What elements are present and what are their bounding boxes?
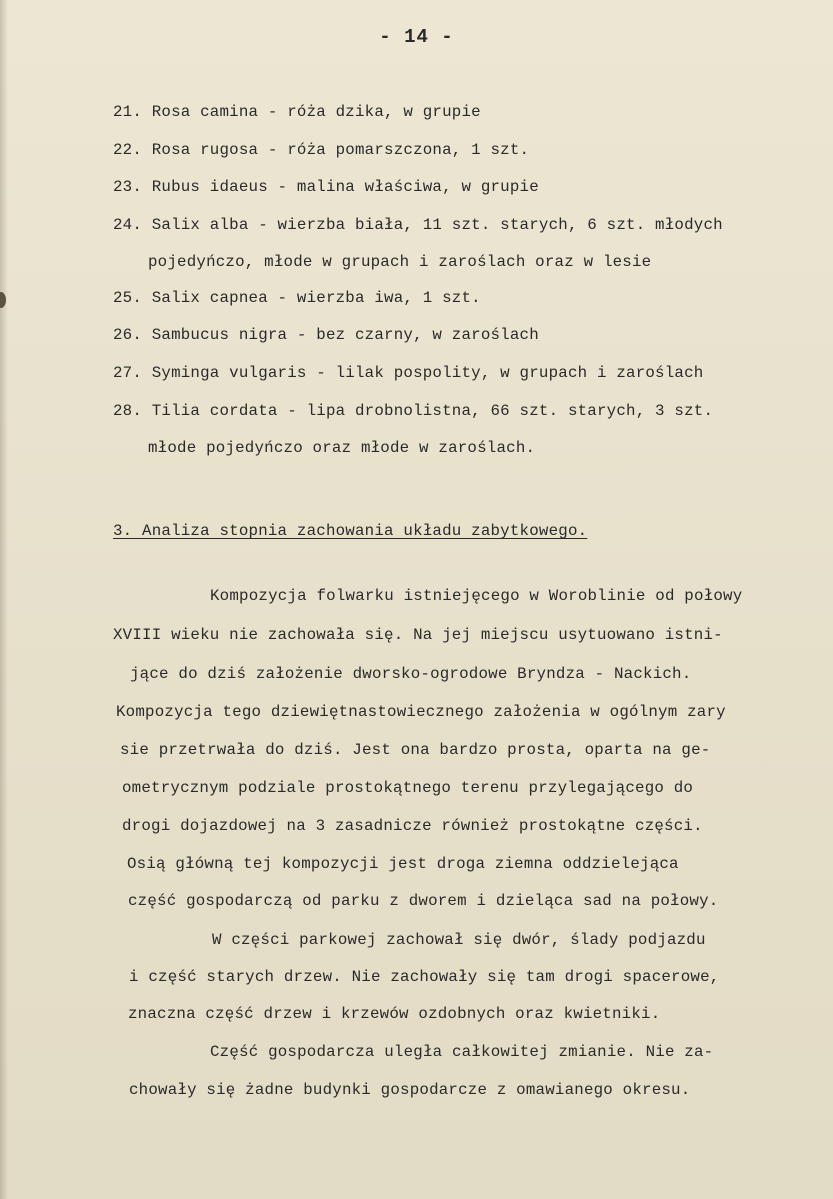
paragraph-line: Kompozycja tego dziewiętnastowiecznego założenia w ogólnym zary [116,703,726,721]
paragraph-line: jące do dziś założenie dworsko-ogrodowe Bryndza - Nackich. [130,665,692,683]
paragraph-line: i część starych drzew. Nie zachowały się tam drogi spacerowe, [129,968,720,986]
page-edge-shadow [0,0,8,1199]
paragraph-line: Osią główną tej kompozycji jest droga ziemna oddzielejąca [127,855,679,873]
list-item: 21. Rosa camina - róża dzika, w grupie [113,103,481,121]
list-item-continuation: młode pojedyńczo oraz młode w zaroślach. [148,439,536,457]
paragraph-line: znaczna część drzew i krzewów ozdobnych oraz kwietniki. [128,1005,661,1023]
list-item: 23. Rubus idaeus - malina właściwa, w grupie [113,178,539,196]
list-item: 24. Salix alba - wierzba biała, 11 szt. starych, 6 szt. młodych [113,216,723,234]
page-number: - 14 - [379,26,454,48]
paragraph-line: Kompozycja folwarku istniejęcego w Woroblinie od połowy [210,587,743,605]
paragraph-line: W części parkowej zachował się dwór, ślady podjazdu [212,931,706,949]
paragraph-line: chowały się żadne budynki gospodarcze z omawianego okresu. [129,1081,691,1099]
list-item-continuation: pojedyńczo, młode w grupach i zaroślach oraz w lesie [148,253,652,271]
paragraph-line: ometrycznym podziale prostokątnego terenu przylegającego do [122,779,694,797]
paragraph-line: Część gospodarcza uległa całkowitej zmianie. Nie za- [210,1043,714,1061]
section-heading: 3. Analiza stopnia zachowania układu zabytkowego. [113,522,588,540]
list-item: 27. Syminga vulgaris - lilak pospolity, w grupach i zaroślach [113,364,704,382]
paragraph-line: XVIII wieku nie zachowała się. Na jej miejscu usytuowano istni- [113,626,723,644]
paragraph-line: sie przetrwała do dziś. Jest ona bardzo prosta, oparta na ge- [120,741,711,759]
paragraph-line: część gospodarczą od parku z dworem i dzieląca sad na połowy. [128,892,719,910]
list-item: 26. Sambucus nigra - bez czarny, w zaroślach [113,326,539,344]
list-item: 25. Salix capnea - wierzba iwa, 1 szt. [113,289,481,307]
list-item: 28. Tilia cordata - lipa drobnolistna, 66 szt. starych, 3 szt. [113,402,714,420]
list-item: 22. Rosa rugosa - róża pomarszczona, 1 szt. [113,141,530,159]
paragraph-line: drogi dojazdowej na 3 zasadnicze również prostokątne części. [122,817,703,835]
